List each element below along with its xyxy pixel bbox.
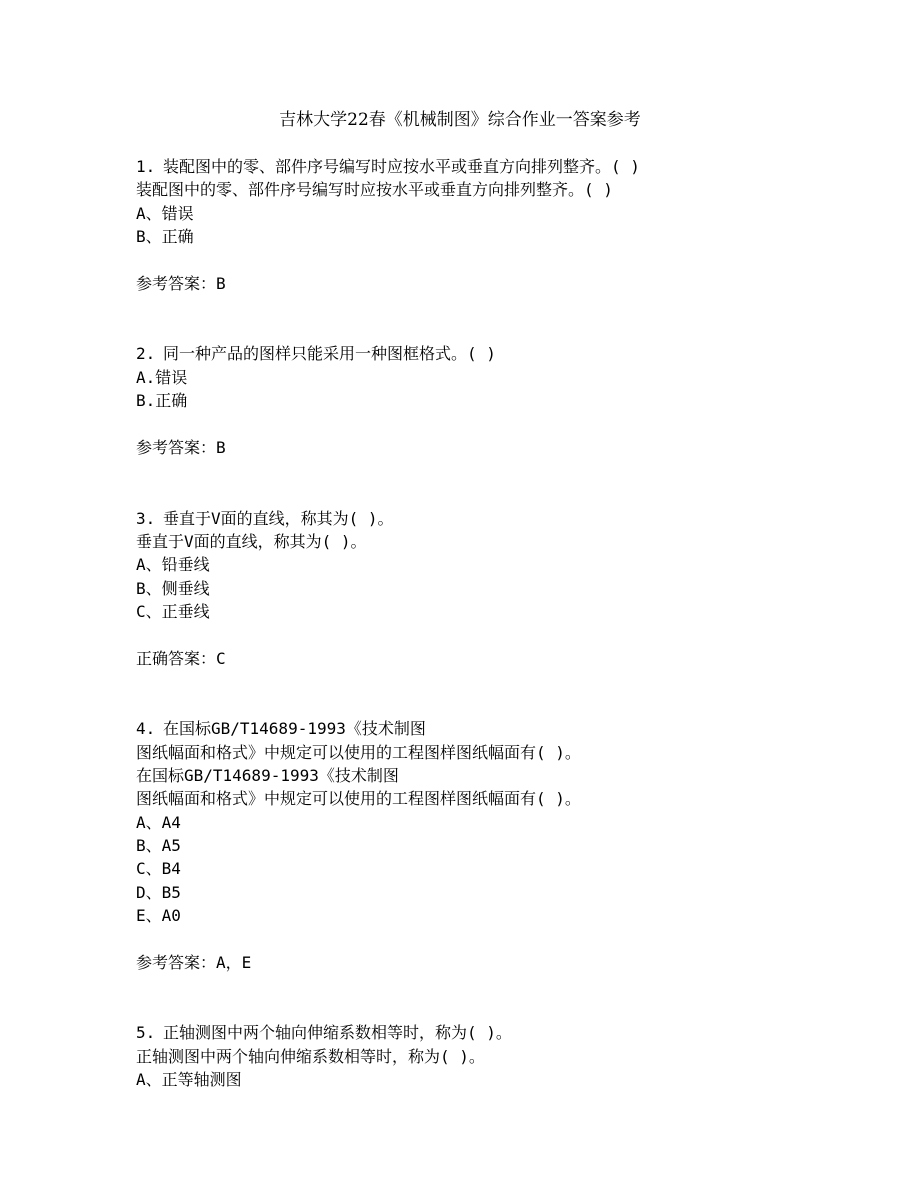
answer-line [136, 951, 896, 974]
question-repeat-line: 图纸幅面和格式》中规定可以使用的工程图样图纸幅面有( )。 [136, 789, 581, 809]
option-d: D、B5 [136, 882, 181, 902]
answer-label: 参考答案： [136, 953, 217, 973]
question-list [136, 155, 896, 1138]
option-b: B、A5 [136, 835, 181, 855]
option-e: E、A0 [136, 905, 181, 925]
question-repeat-line: 正轴测图中两个轴向伸缩系数相等时，称为( )。 [136, 1046, 485, 1066]
question-number: 1. [136, 157, 156, 176]
question-stem-text: 在国标GB/T14689-1993《技术制图 [163, 719, 426, 739]
question-repeat-line: 装配图中的零、部件序号编写时应按水平或垂直方向排列整齐。( ) [136, 180, 613, 200]
document-title: 吉林大学22春《机械制图》综合作业一答案参考 [279, 110, 641, 130]
answer-value: C [216, 649, 226, 669]
question-repeat-line: 在国标GB/T14689-1993《技术制图 [136, 766, 399, 786]
question-5 [136, 1021, 896, 1091]
answer-value: B [216, 274, 226, 294]
answer-label: 参考答案： [136, 274, 217, 294]
option-a: A、铅垂线 [136, 555, 210, 575]
option-a: A.错误 [136, 367, 188, 387]
question-stem-text: 同一种产品的图样只能采用一种图框格式。( ) [163, 344, 496, 364]
question-stem-text: 垂直于V面的直线，称其为( )。 [163, 508, 394, 528]
answer-line [136, 647, 896, 670]
question-number: 3. [136, 508, 156, 528]
option-c: C、正垂线 [136, 601, 210, 621]
question-2 [136, 342, 896, 459]
option-c: C、B4 [136, 859, 181, 879]
question-stem-line [136, 717, 896, 740]
answer-line [136, 272, 896, 295]
option-b: B、侧垂线 [136, 578, 210, 598]
option-b: B.正确 [136, 391, 188, 411]
answer-value: A，E [216, 953, 252, 973]
question-4 [136, 717, 896, 974]
question-1 [136, 155, 896, 295]
question-stem-line [136, 1021, 896, 1044]
option-a: A、正等轴测图 [136, 1070, 242, 1090]
answer-label: 正确答案： [136, 649, 217, 669]
question-number: 4. [136, 719, 156, 739]
answer-line [136, 436, 896, 459]
question-3 [136, 507, 896, 671]
question-number: 5. [136, 1023, 156, 1043]
option-a: A、A4 [136, 812, 181, 832]
option-b: B、正确 [136, 226, 194, 246]
question-number: 2. [136, 344, 156, 364]
question-stem-line [136, 507, 896, 530]
question-stem-line [136, 155, 896, 178]
option-a: A、错误 [136, 203, 194, 223]
question-stem-line [136, 342, 896, 365]
answer-label: 参考答案： [136, 438, 217, 458]
question-stem-text: 正轴测图中两个轴向伸缩系数相等时，称为( )。 [163, 1023, 512, 1043]
question-stem-line: 图纸幅面和格式》中规定可以使用的工程图样图纸幅面有( )。 [136, 742, 581, 762]
question-repeat-line: 垂直于V面的直线，称其为( )。 [136, 531, 367, 551]
question-stem-text: 装配图中的零、部件序号编写时应按水平或垂直方向排列整齐。( ) [163, 157, 640, 176]
answer-value: B [216, 438, 226, 458]
